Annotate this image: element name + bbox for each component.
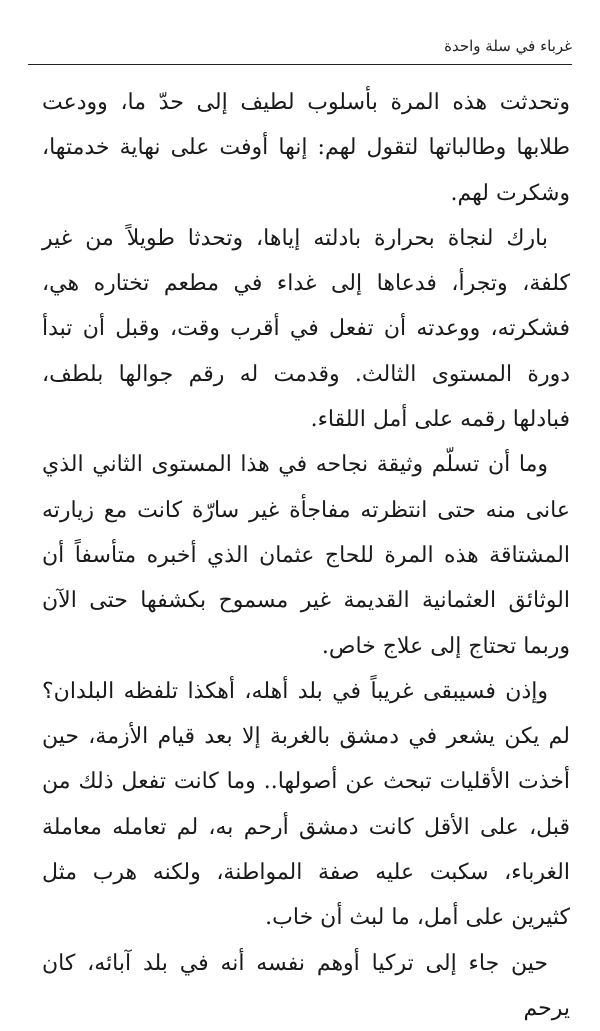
- paragraph-3: وما أن تسلّم وثيقة نجاحه في هذا المستوى الثاني الذي عانى منه حتى انتظرته مفاجأة غير سارّة كانت مع زيارته المشتاقة هذه المرة للحاج عثمان الذي أخبره متأسفاً أن الوثائق العثمانية القديمة غير مسموح بكشفها حتى الآن وربما تحتاج إلى علاج خاص.: [42, 452, 570, 659]
- paragraph-5: حين جاء إلى تركيا أوهم نفسه أنه في بلد آبائه، كان يرحم: [42, 950, 570, 1021]
- header-rule: [28, 64, 572, 65]
- running-header-title: غرباء في سلة واحدة: [444, 37, 572, 55]
- text-body: [42, 80, 570, 1031]
- paragraph-1: وتحدثت هذه المرة بأسلوب لطيف إلى حدّ ما، وودعت طلابها وطالباتها لتقول لهم: إنها أوفت على نهاية خدمتها، وشكرت لهم.: [42, 90, 570, 206]
- paragraph-2: بارك لنجاة بحرارة بادلته إياها، وتحدثا طويلاً من غير كلفة، وتجرأ، فدعاها إلى غداء في مطعم تختاره هي، فشكرته، ووعدته أن تفعل في أقرب وقت، وقبل أن تبدأ دورة المستوى الثالث. وقدمت له رقم جوالها بلطف، فبادلها رقمه على أمل اللقاء.: [42, 225, 570, 433]
- paragraph-4: وإذن فسيبقى غريباً في بلد أهله، أهكذا تلفظه البلدان؟ لم يكن يشعر في دمشق بالغربة إلا بعد قيام الأزمة، حين أخذت الأقليات تبحث عن أصولها.. وما كانت تفعل ذلك من قبل، على الأقل كانت دمشق أرحم به، لم تعامله معاملة الغرباء، سكبت عليه صفة المواطنة، ولكنه هرب مثل كثيرين على أمل، ما لبث أن خاب.: [42, 678, 570, 931]
